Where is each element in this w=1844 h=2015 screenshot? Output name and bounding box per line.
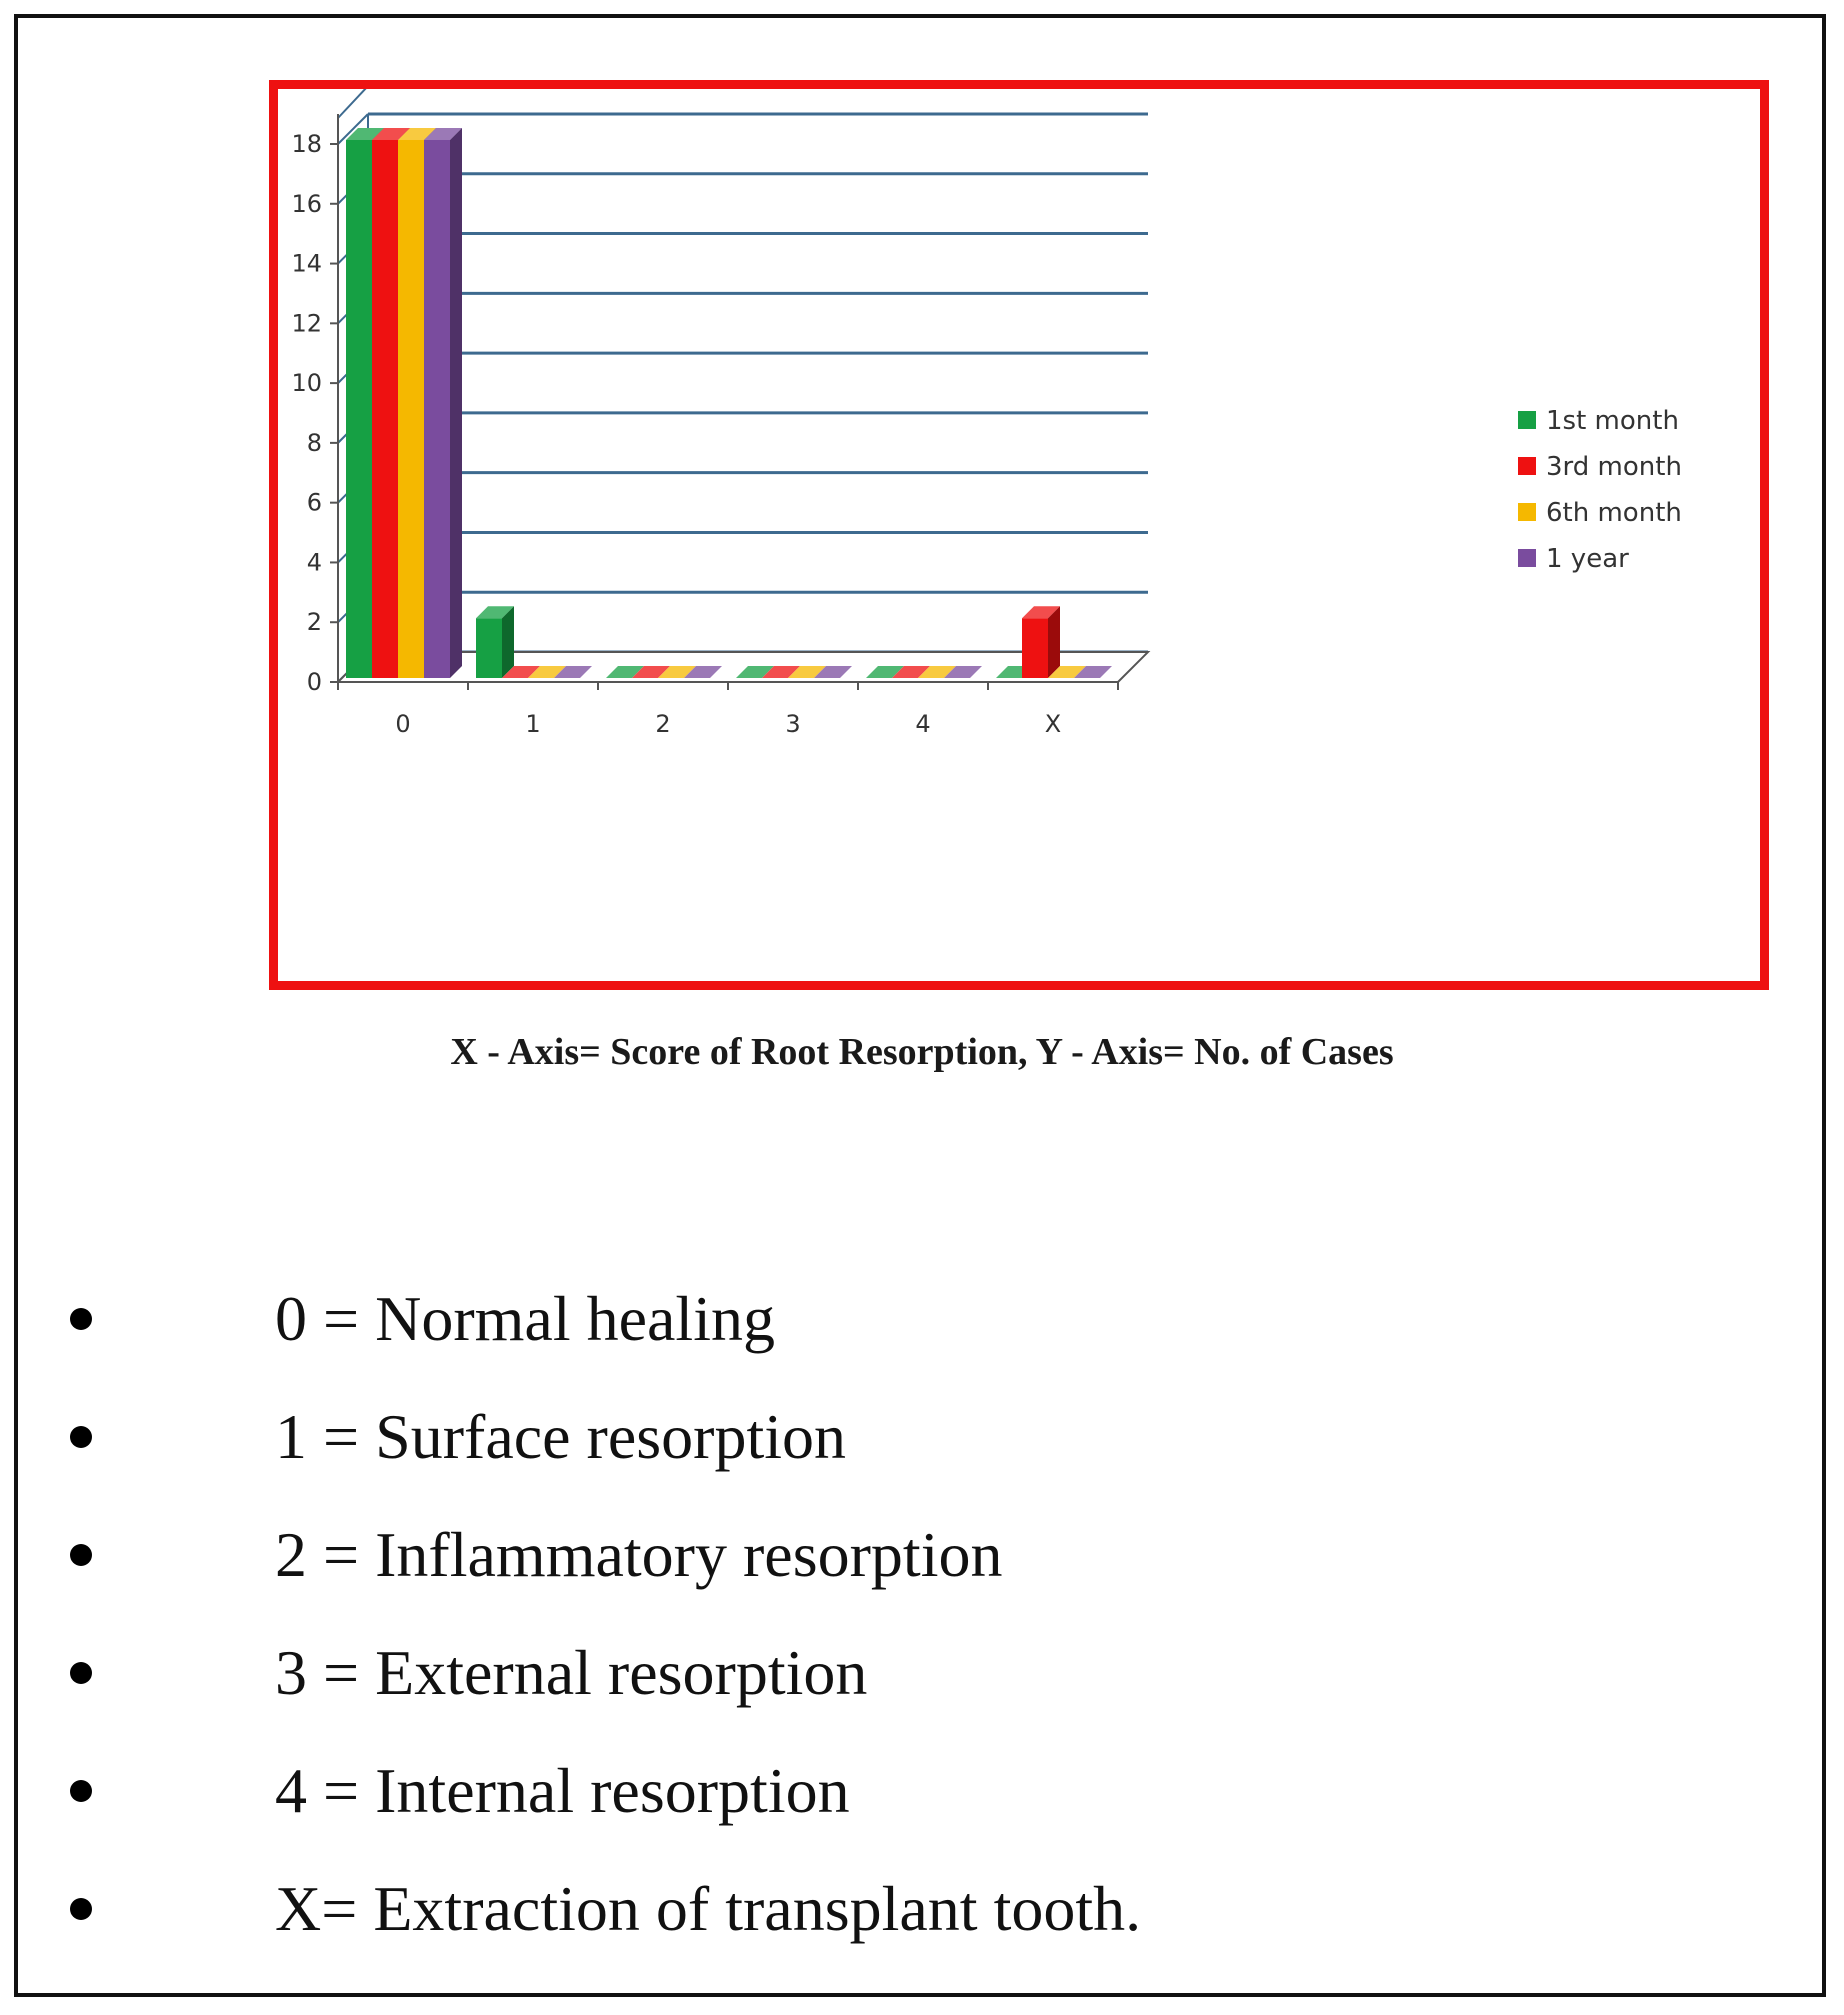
bar-side (1048, 606, 1060, 678)
legend-swatch (1518, 411, 1536, 429)
y-tick-label: 6 (306, 488, 322, 517)
chart-caption: X - Axis= Score of Root Resorption, Y - Axis= No. of Cases (450, 1031, 1394, 1073)
bar-side (450, 128, 462, 678)
score-definition: 0 = Normal healing (275, 1283, 775, 1354)
y-tick-label: 12 (291, 309, 322, 338)
bar (476, 618, 502, 678)
gridline-top-depth (338, 89, 368, 118)
legend-label: 3rd month (1546, 452, 1682, 482)
x-tick-label: 0 (395, 710, 411, 738)
legend-swatch (1518, 503, 1536, 521)
list-item (0, 1260, 1844, 1378)
list-item (0, 1850, 1844, 1968)
bar-chart (278, 89, 1760, 981)
chart-frame (269, 80, 1769, 990)
x-tick-label: 3 (785, 710, 801, 738)
y-tick-label: 2 (306, 608, 322, 637)
y-tick-label: 8 (306, 428, 322, 457)
bar (398, 140, 424, 678)
x-tick-label: 1 (525, 710, 541, 738)
bar (1022, 618, 1048, 678)
bar (424, 140, 450, 678)
list-item (0, 1496, 1844, 1614)
x-tick-label: X (1044, 710, 1062, 738)
y-tick-label: 16 (291, 189, 322, 218)
legend-label: 1st month (1546, 406, 1679, 436)
x-tick-label: 2 (655, 710, 671, 738)
bar (346, 140, 372, 678)
score-definition: 4 = Internal resorption (275, 1755, 850, 1826)
score-definition: 2 = Inflammatory resorption (275, 1519, 1003, 1590)
bullet-icon (70, 1426, 92, 1448)
legend-swatch (1518, 457, 1536, 475)
bullet-icon (70, 1780, 92, 1802)
y-tick-label: 10 (291, 369, 322, 398)
score-legend-list (0, 1260, 1844, 1968)
bullet-icon (70, 1308, 92, 1330)
y-tick-label: 4 (306, 548, 322, 577)
y-tick-label: 14 (291, 249, 322, 278)
list-item (0, 1378, 1844, 1496)
score-definition: 3 = External resorption (275, 1637, 868, 1708)
legend-label: 6th month (1546, 498, 1682, 528)
list-item (0, 1614, 1844, 1732)
score-definition: 1 = Surface resorption (275, 1401, 847, 1472)
bullet-icon (70, 1544, 92, 1566)
legend-swatch (1518, 549, 1536, 567)
x-tick-label: 4 (915, 710, 931, 738)
bullet-icon (70, 1662, 92, 1684)
legend-label: 1 year (1546, 544, 1629, 574)
bar-side (502, 606, 514, 678)
list-item (0, 1732, 1844, 1850)
bullet-icon (70, 1898, 92, 1920)
y-tick-label: 18 (291, 130, 322, 158)
bar (372, 140, 398, 678)
y-tick-label: 0 (306, 668, 322, 696)
score-definition: X= Extraction of transplant tooth. (275, 1873, 1142, 1944)
